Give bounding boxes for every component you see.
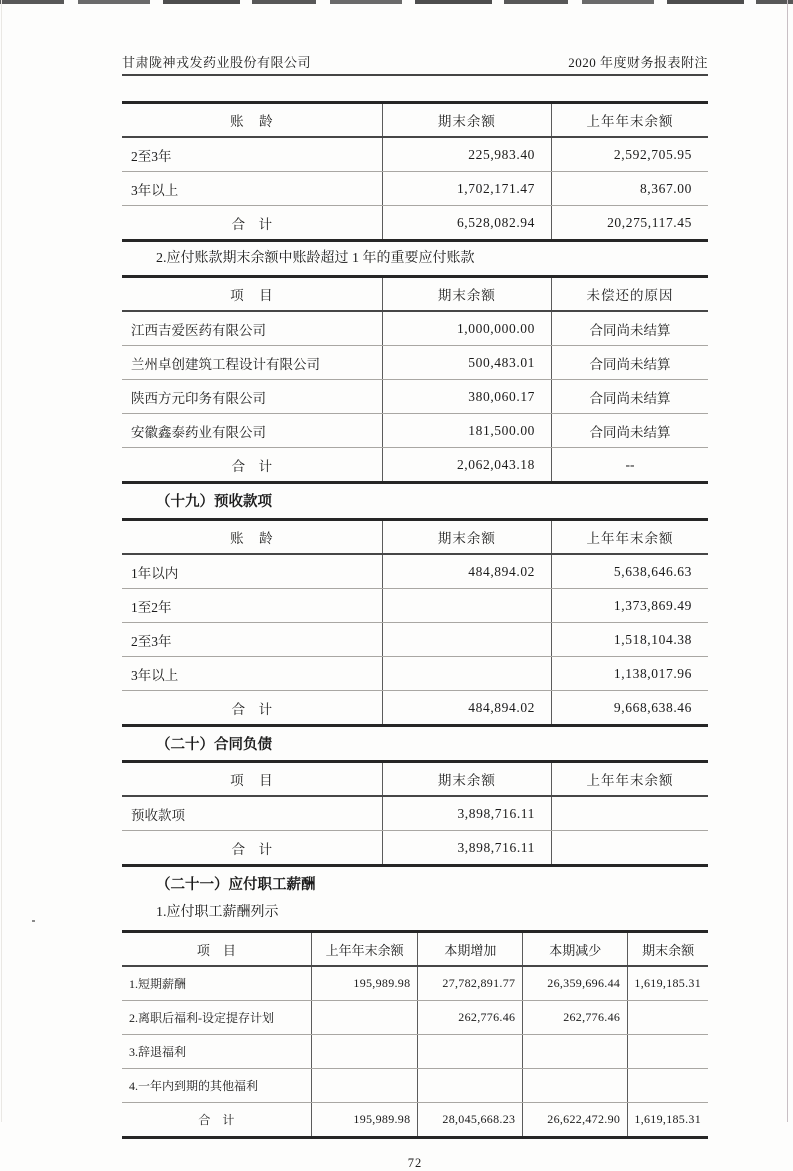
row-label: 3.辞退福利 bbox=[122, 1035, 311, 1069]
cell-value: 合同尚未结算 bbox=[552, 414, 708, 448]
cell-value: 合同尚未结算 bbox=[552, 346, 708, 380]
company-name: 甘肃陇神戎发药业股份有限公司 bbox=[122, 55, 312, 70]
table-row bbox=[122, 966, 708, 1001]
cell-value: 2,592,705.95 bbox=[552, 137, 708, 172]
section-heading-21: （二十一）应付职工薪酬 bbox=[156, 877, 316, 893]
row-label: 3年以上 bbox=[122, 657, 382, 691]
cell-value bbox=[628, 1069, 708, 1103]
total-row bbox=[122, 831, 708, 866]
row-label: 合 计 bbox=[122, 206, 382, 241]
total-row bbox=[122, 1103, 708, 1138]
cell-value: -- bbox=[625, 456, 635, 472]
header-row bbox=[122, 520, 708, 555]
note-salary-list: 1.应付职工薪酬列示 bbox=[156, 905, 279, 920]
section-heading-20: （二十）合同负债 bbox=[156, 737, 272, 753]
cell-value: 26,622,472.90 bbox=[523, 1103, 628, 1138]
cell-value: 5,638,646.63 bbox=[552, 554, 708, 589]
table-row bbox=[122, 1069, 708, 1103]
row-label: 合 计 bbox=[122, 448, 382, 483]
employee-compensation-table bbox=[122, 930, 708, 1139]
note-payables-over-1y: 2.应付账款期末余额中账龄超过 1 年的重要应付账款 bbox=[156, 251, 475, 266]
cell-value bbox=[628, 1001, 708, 1035]
column-header: 期末余额 bbox=[382, 520, 551, 555]
column-header: 未偿还的原因 bbox=[552, 277, 708, 312]
section-heading-19: （十九）预收款项 bbox=[156, 494, 272, 510]
column-header: 本期增加 bbox=[418, 932, 523, 967]
row-label: 3年以上 bbox=[122, 172, 382, 206]
table-row bbox=[122, 589, 708, 623]
table-row bbox=[122, 554, 708, 589]
cell-value: 225,983.40 bbox=[382, 137, 551, 172]
table-row bbox=[122, 1001, 708, 1035]
cell-value: 2,062,043.18 bbox=[382, 448, 551, 483]
cell-value: 195,989.98 bbox=[311, 966, 418, 1001]
cell-value: 8,367.00 bbox=[552, 172, 708, 206]
cell-value bbox=[418, 1069, 523, 1103]
cell-value: 3,898,716.11 bbox=[382, 831, 551, 866]
header-row bbox=[122, 277, 708, 312]
cell-value: 28,045,668.23 bbox=[418, 1103, 523, 1138]
cell-value: 500,483.01 bbox=[382, 346, 551, 380]
cell-value: 1,000,000.00 bbox=[382, 311, 551, 346]
scan-artifact-right-edge bbox=[787, 0, 788, 1122]
cell-value bbox=[311, 1001, 418, 1035]
scan-artifact-speck bbox=[32, 920, 35, 922]
cell-value: 3,898,716.11 bbox=[382, 796, 551, 831]
cell-value bbox=[628, 1035, 708, 1069]
cell-value bbox=[523, 1069, 628, 1103]
cell-value bbox=[552, 831, 708, 866]
table-row bbox=[122, 172, 708, 206]
cell-value: 195,989.98 bbox=[311, 1103, 418, 1138]
table-row bbox=[122, 796, 708, 831]
row-label: 4.一年内到期的其他福利 bbox=[122, 1069, 311, 1103]
table-row bbox=[122, 657, 708, 691]
contract-liabilities-table bbox=[122, 760, 708, 867]
header-row bbox=[122, 762, 708, 797]
cell-value: 1,518,104.38 bbox=[552, 623, 708, 657]
cell-value: 26,359,696.44 bbox=[523, 966, 628, 1001]
cell-value: 262,776.46 bbox=[523, 1001, 628, 1035]
row-label: 2至3年 bbox=[122, 137, 382, 172]
cell-value: 262,776.46 bbox=[418, 1001, 523, 1035]
header-row bbox=[122, 103, 708, 138]
column-header: 上年年末余额 bbox=[552, 520, 708, 555]
table-row bbox=[122, 380, 708, 414]
column-header: 期末余额 bbox=[382, 762, 551, 797]
table-row bbox=[122, 346, 708, 380]
table-row bbox=[122, 137, 708, 172]
cell-value bbox=[311, 1035, 418, 1069]
cell-value: 1,138,017.96 bbox=[552, 657, 708, 691]
row-label: 预收款项 bbox=[122, 796, 382, 831]
page-header bbox=[122, 0, 708, 76]
cell-value bbox=[552, 796, 708, 831]
row-label: 陕西方元印务有限公司 bbox=[122, 380, 382, 414]
total-row bbox=[122, 691, 708, 726]
row-label: 1.短期薪酬 bbox=[122, 966, 311, 1001]
cell-value: 9,668,638.46 bbox=[613, 699, 692, 715]
total-row bbox=[122, 206, 708, 241]
cell-value: 1,702,171.47 bbox=[382, 172, 551, 206]
column-header: 上年年末余额 bbox=[552, 103, 708, 138]
cell-value: 1,619,185.31 bbox=[628, 966, 708, 1001]
column-header: 账 龄 bbox=[122, 520, 382, 555]
row-label: 江西吉爱医药有限公司 bbox=[122, 311, 382, 346]
row-label: 合 计 bbox=[122, 691, 382, 726]
row-label: 合 计 bbox=[122, 1103, 311, 1138]
payables-aging-table bbox=[122, 101, 708, 242]
column-header: 上年年末余额 bbox=[311, 932, 418, 967]
cell-value: 1,373,869.49 bbox=[552, 589, 708, 623]
cell-value bbox=[382, 657, 551, 691]
row-label: 2至3年 bbox=[122, 623, 382, 657]
header-row bbox=[122, 932, 708, 967]
row-label: 兰州卓创建筑工程设计有限公司 bbox=[122, 346, 382, 380]
column-header: 账 龄 bbox=[122, 103, 382, 138]
row-label: 合 计 bbox=[122, 831, 382, 866]
cell-value: 合同尚未结算 bbox=[552, 311, 708, 346]
cell-value bbox=[382, 589, 551, 623]
cell-value: 6,528,082.94 bbox=[382, 206, 551, 241]
cell-value bbox=[311, 1069, 418, 1103]
table-row bbox=[122, 311, 708, 346]
row-label: 2.离职后福利-设定提存计划 bbox=[122, 1001, 311, 1035]
scan-artifact-left-edge bbox=[1, 0, 2, 1122]
document-page bbox=[122, 0, 708, 1171]
cell-value bbox=[418, 1035, 523, 1069]
column-header: 上年年末余额 bbox=[552, 762, 708, 797]
column-header: 项 目 bbox=[122, 762, 382, 797]
row-label: 1至2年 bbox=[122, 589, 382, 623]
cell-value: 1,619,185.31 bbox=[634, 1112, 701, 1126]
row-label: 安徽鑫泰药业有限公司 bbox=[122, 414, 382, 448]
column-header: 期末余额 bbox=[628, 932, 708, 967]
column-header: 期末余额 bbox=[382, 103, 551, 138]
cell-value: 27,782,891.77 bbox=[418, 966, 523, 1001]
cell-value bbox=[382, 623, 551, 657]
important-payables-table bbox=[122, 275, 708, 484]
cell-value bbox=[523, 1035, 628, 1069]
cell-value: 20,275,117.45 bbox=[607, 214, 692, 230]
report-title: 2020 年度财务报表附注 bbox=[568, 55, 708, 70]
table-row bbox=[122, 414, 708, 448]
column-header: 期末余额 bbox=[382, 277, 551, 312]
column-header: 项 目 bbox=[122, 277, 382, 312]
row-label: 1年以内 bbox=[122, 554, 382, 589]
cell-value: 484,894.02 bbox=[382, 554, 551, 589]
column-header: 本期减少 bbox=[523, 932, 628, 967]
cell-value: 合同尚未结算 bbox=[552, 380, 708, 414]
cell-value: 181,500.00 bbox=[382, 414, 551, 448]
table-row bbox=[122, 1035, 708, 1069]
total-row bbox=[122, 448, 708, 483]
advances-aging-table bbox=[122, 518, 708, 727]
table-row bbox=[122, 623, 708, 657]
column-header: 项 目 bbox=[122, 932, 311, 967]
cell-value: 380,060.17 bbox=[382, 380, 551, 414]
cell-value: 484,894.02 bbox=[382, 691, 551, 726]
page-number: 72 bbox=[407, 1156, 423, 1170]
